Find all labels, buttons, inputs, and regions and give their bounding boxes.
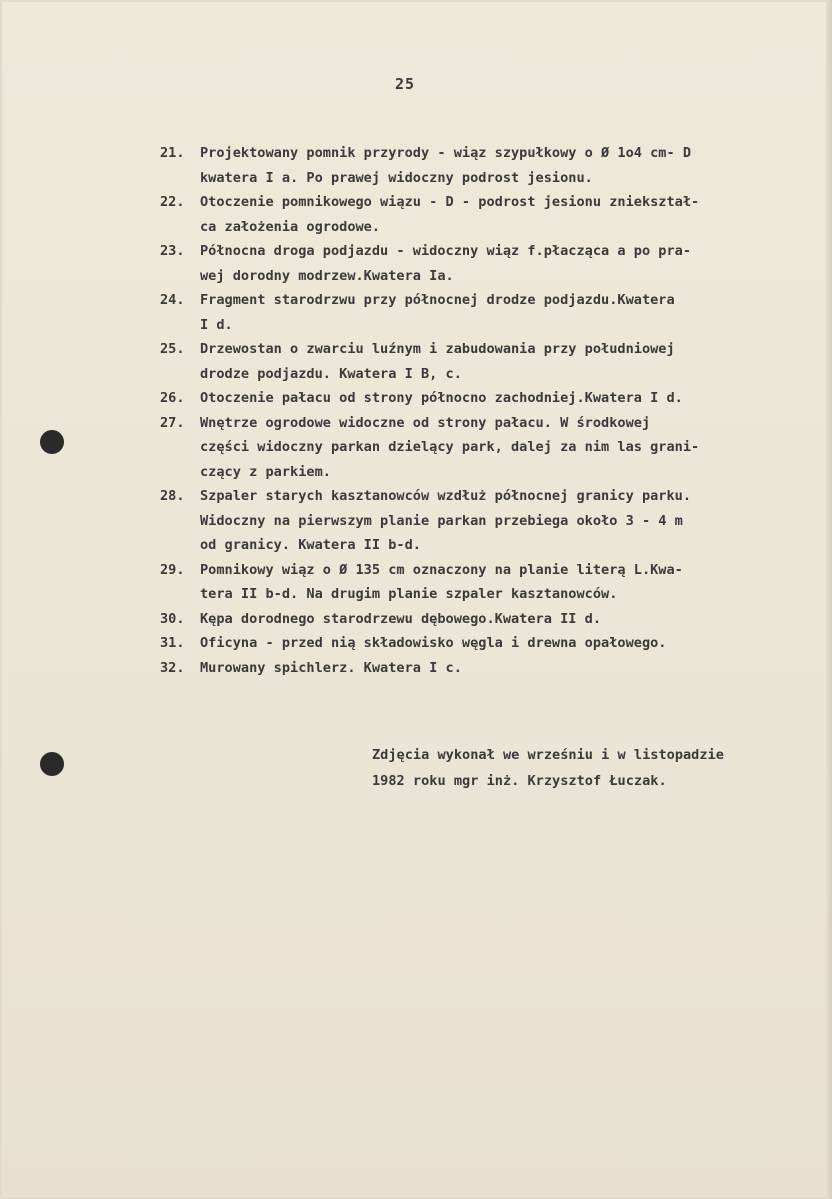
item-number: 22. <box>160 194 185 210</box>
item-text-line: Wnętrze ogrodowe widoczne od strony pałacu. W środkowej <box>200 414 651 431</box>
item-text-line: ca założenia ogrodowe. <box>200 218 381 235</box>
item-text-line: Pomnikowy wiąz o Ø 135 cm oznaczony na planie literą L.Kwa- <box>200 561 683 578</box>
item-number: 30. <box>160 610 185 627</box>
item-number: 27. <box>160 414 185 431</box>
caption-list <box>160 141 820 680</box>
item-text-line: Widoczny na pierwszym planie parkan przebiega około 3 - 4 m <box>200 512 683 529</box>
item-number: 28. <box>160 488 185 504</box>
item-text-line: Drzewostan o zwarciu luźnym i zabudowania przy południowej <box>200 341 675 357</box>
item-text-line: drodze podjazdu. Kwatera I B, c. <box>200 365 462 382</box>
item-number: 29. <box>160 561 185 578</box>
list-item <box>160 386 820 411</box>
item-text-line: Fragment starodrzwu przy północnej drodze podjazdu.Kwatera <box>200 292 675 308</box>
item-text-line: Otoczenie pałacu od strony północno zachodniej.Kwatera I d. <box>200 390 683 406</box>
page-edge <box>826 0 832 1199</box>
list-item <box>160 239 820 288</box>
credit-line: Zdjęcia wykonał we wrześniu i w listopadzie <box>372 747 724 763</box>
list-item <box>160 288 820 337</box>
item-number: 32. <box>160 659 185 676</box>
item-number: 31. <box>160 635 185 651</box>
list-item <box>160 411 820 485</box>
item-text-line: Oficyna - przed nią składowisko węgla i drewna opałowego. <box>200 635 667 651</box>
list-item <box>160 484 820 558</box>
item-text-line: Projektowany pomnik przyrody - wiąz szypułkowy o Ø 1o4 cm- D <box>200 145 692 161</box>
list-item <box>160 337 820 386</box>
punch-hole <box>40 752 64 776</box>
item-number: 25. <box>160 341 185 357</box>
item-text-line: Otoczenie pomnikowego wiązu - D - podrost jesionu zniekształ- <box>200 194 700 210</box>
list-item <box>160 190 820 239</box>
list-item <box>160 656 820 681</box>
item-text-line: I d. <box>200 316 233 333</box>
item-text-line: Murowany spichlerz. Kwatera I c. <box>200 659 462 676</box>
punch-hole <box>40 430 64 454</box>
photo-credit <box>372 742 822 794</box>
item-text-line: Szpaler starych kasztanowców wzdłuż północnej granicy parku. <box>200 488 692 504</box>
item-number: 24. <box>160 292 185 308</box>
item-text-line: od granicy. Kwatera II b-d. <box>200 537 421 553</box>
item-text-line: kwatera I a. Po prawej widoczny podrost jesionu. <box>200 169 593 186</box>
item-text-line: części widoczny parkan dzielący park, dalej za nim las grani- <box>200 439 700 455</box>
item-text-line: czący z parkiem. <box>200 463 331 480</box>
credit-line: 1982 roku mgr inż. Krzysztof Łuczak. <box>372 773 667 789</box>
item-text-line: Kępa dorodnego starodrzewu dębowego.Kwatera II d. <box>200 610 602 627</box>
item-text-line: wej dorodny modrzew.Kwatera Ia. <box>200 267 454 284</box>
item-number: 21. <box>160 145 185 161</box>
list-item <box>160 558 820 607</box>
item-text-line: tera II b-d. Na drugim planie szpaler kasztanowców. <box>200 586 618 602</box>
item-number: 26. <box>160 390 185 406</box>
item-number: 23. <box>160 243 185 259</box>
list-item <box>160 631 820 656</box>
list-item <box>160 607 820 632</box>
item-text-line: Północna droga podjazdu - widoczny wiąz f.płacząca a po pra- <box>200 243 692 259</box>
list-item <box>160 141 820 190</box>
page-number: 25 <box>395 75 416 93</box>
